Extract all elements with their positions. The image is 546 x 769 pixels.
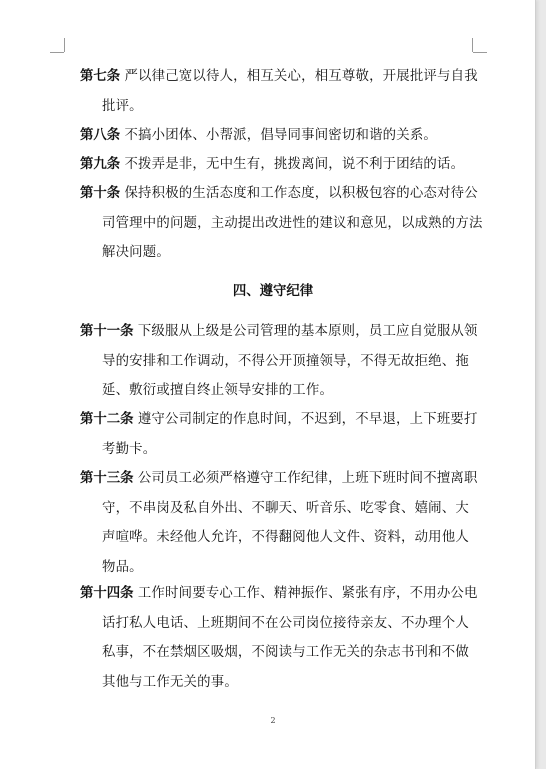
article-label: 第八条 <box>80 128 121 143</box>
article-text-line: 考勤卡。 <box>102 441 157 457</box>
article-label: 第七条 <box>80 69 121 84</box>
article-label: 第十一条 <box>80 324 134 339</box>
article-text-line: 延、敷衍或擅自终止领导安排的工作。 <box>102 383 334 399</box>
section-title: 四、遵守纪律 <box>232 284 314 299</box>
crop-mark-top-right-horizontal <box>473 52 487 53</box>
article-text-line: 保持积极的生活态度和工作态度，以积极包容的心态对待公 <box>124 186 478 201</box>
article-text-line: 公司员工必须严格遵守工作纪律，上班下班时间不擅离职 <box>137 471 478 486</box>
article-text-line: 守，不串岗及私自外出、不聊天、听音乐、吃零食、嬉闹、大 <box>102 500 469 516</box>
article-text-line: 不搞小团体、小帮派，倡导同事间密切和谐的关系。 <box>124 128 438 143</box>
article-14 <box>80 579 478 697</box>
article-12 <box>80 405 478 464</box>
article-label: 第十二条 <box>80 412 134 427</box>
article-9 <box>80 150 464 180</box>
article-label: 第十条 <box>80 186 121 201</box>
article-10 <box>80 179 483 268</box>
article-text-line: 严以律己宽以待人，相互关心，相互尊敬，开展批评与自我 <box>124 69 478 84</box>
article-text-line: 批评。 <box>102 98 143 114</box>
article-11 <box>80 317 478 406</box>
article-label: 第九条 <box>80 157 121 172</box>
article-text-line: 物品。 <box>102 559 143 575</box>
article-8 <box>80 121 464 151</box>
article-text-line: 司管理中的问题，主动提出改进性的建议和意见，以成熟的方法 <box>102 215 483 231</box>
article-text-line: 私事，不在禁烟区吸烟，不阅读与工作无关的杂志书刊和不做 <box>102 645 469 661</box>
crop-mark-top-left-horizontal <box>50 52 64 53</box>
article-text-line: 不拨弄是非，无中生有，挑拨离间，说不利于团结的话。 <box>124 157 465 172</box>
article-text-line: 声喧哗。未经他人允许，不得翻阅他人文件、资料，动用他人 <box>102 530 469 546</box>
crop-mark-top-right <box>472 38 473 52</box>
crop-mark-top-left <box>64 38 65 52</box>
article-text-line: 解决问题。 <box>102 245 170 261</box>
article-text-line: 下级服从上级是公司管理的基本原则，员工应自觉服从领 <box>137 324 478 339</box>
article-text-line: 其他与工作无关的事。 <box>102 674 238 690</box>
article-label: 第十三条 <box>80 471 134 486</box>
article-text-line: 话打私人电话、上班期间不在公司岗位接待亲友、不办理个人 <box>102 615 469 631</box>
article-label: 第十四条 <box>80 586 134 601</box>
article-text-line: 工作时间要专心工作、精神振作、紧张有序，不用办公电 <box>137 586 478 601</box>
page-number: 2 <box>270 716 276 725</box>
article-13 <box>80 464 478 582</box>
article-7 <box>80 62 478 121</box>
article-text-line: 遵守公司制定的作息时间，不迟到，不早退，上下班要打 <box>137 412 478 427</box>
article-text-line: 导的安排和工作调动，不得公开顶撞领导，不得无故拒绝、拖 <box>102 353 469 369</box>
